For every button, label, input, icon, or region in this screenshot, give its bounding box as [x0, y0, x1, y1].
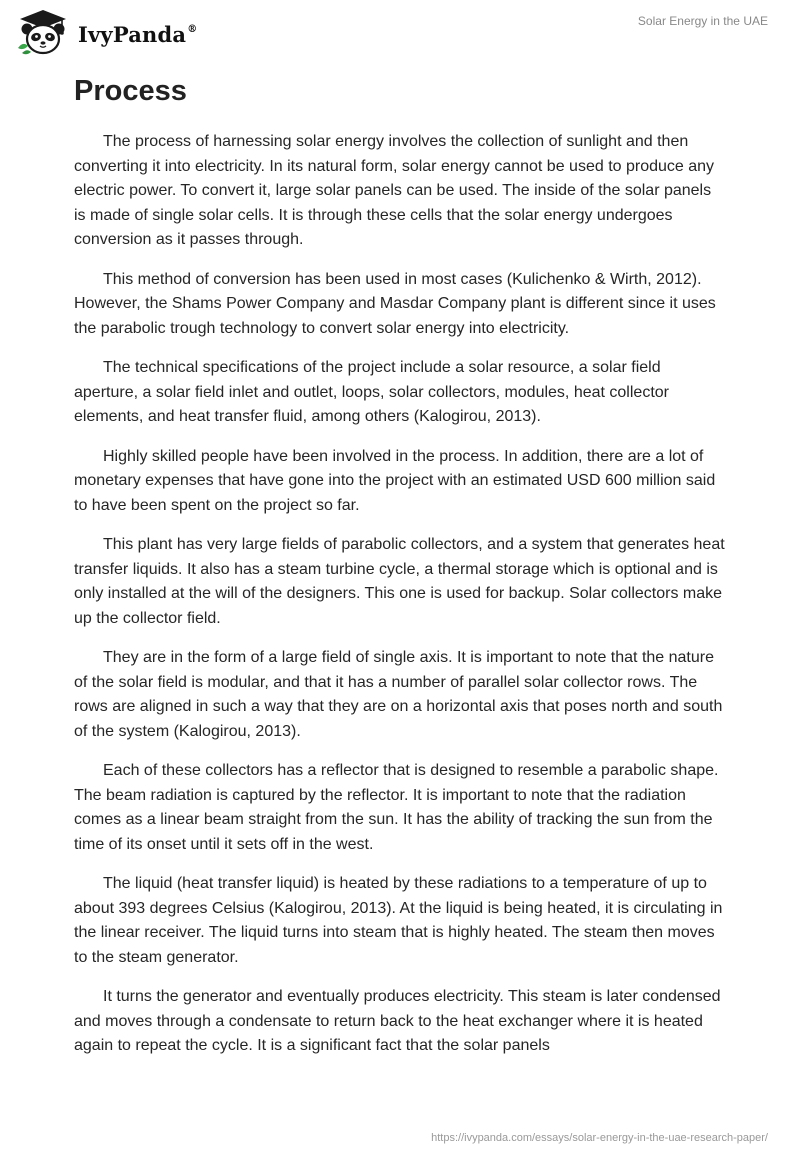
paragraph: The process of harnessing solar energy involves the collection of sunlight and then converting it into electricity. In its natural form, solar energy cannot be used to produce any electric power. To convert it, large solar panels can be used. The inside of the solar panels is made of single solar cells. It is through these cells that the solar energy undergoes conversion as it passes through. — [74, 133, 715, 248]
paragraph: They are in the form of a large field of single axis. It is important to note that the nature of the solar field is modular, and that it has a number of parallel solar collector rows. The rows are aligned in such a way that they are on a horizontal axis that poses north and south of the system (Kalogirou, 2013). — [74, 649, 723, 740]
paragraph: This method of conversion has been used in most cases (Kulichenko & Wirth, 2012). However, the Shams Power Company and Masdar Company plant is different since it uses the parabolic trough technology to convert solar energy into electricity. — [74, 270, 716, 337]
ivypanda-logo[interactable] — [14, 8, 197, 56]
panda-graduation-cap-icon — [14, 8, 72, 56]
essay-content — [74, 72, 726, 1074]
paragraph: This plant has very large fields of parabolic collectors, and a system that generates heat transfer liquids. It also has a steam turbine cycle, a thermal storage which is optional and is only installed at the will of the designers. This one is used for backup. Solar collectors make up the collector field. — [74, 536, 725, 627]
page-header — [0, 0, 800, 64]
brand-name: IvyPanda® — [78, 21, 198, 47]
source-url[interactable]: https://ivypanda.com/essays/solar-energy-in-the-uae-research-paper/ — [431, 1132, 768, 1144]
paragraph: It turns the generator and eventually produces electricity. This steam is later condensed and moves through a condensate to return back to the heat exchanger where it is heated again to repeat the cycle. It is a significant fact that the solar panels — [74, 988, 721, 1054]
paragraph: The technical specifications of the project include a solar resource, a solar field aperture, a solar field inlet and outlet, loops, solar collectors, modules, heat collector elements, and heat transfer fluid, among others (Kalogirou, 2013). — [74, 359, 669, 425]
paragraph: The liquid (heat transfer liquid) is heated by these radiations to a temperature of up to about 393 degrees Celsius (Kalogirou, 2013). At the liquid is being heated, it is circulating in the linear receiver. The liquid turns into steam that is highly heated. The steam then moves to the steam generator. — [74, 875, 723, 966]
section-heading: Process — [74, 75, 187, 107]
document-title: Solar Energy in the UAE — [637, 14, 768, 28]
registered-mark: ® — [187, 23, 198, 35]
paragraph: Highly skilled people have been involved in the process. In addition, there are a lot of monetary expenses that have gone into the project with an estimated USD 600 million said to have been spent on the project so far. — [74, 447, 716, 514]
paragraph: Each of these collectors has a reflector that is designed to resemble a parabolic shape. The beam radiation is captured by the reflector. It is important to note that the radiation comes as a linear beam straight from the sun. It has the ability of tracking the sun from the time of its onset until it sets off in the west. — [74, 762, 719, 853]
